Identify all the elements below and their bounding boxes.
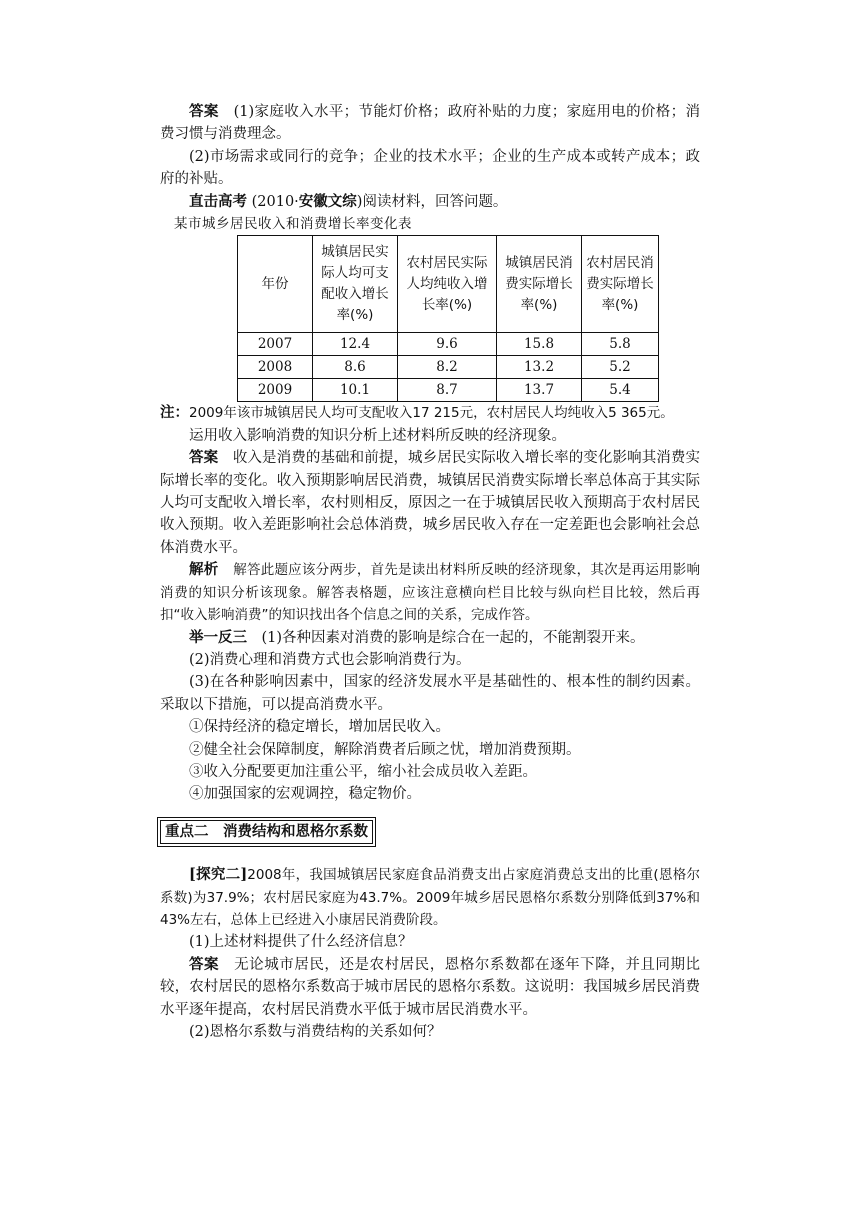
explore-text: 2008年，我国城镇居民家庭食品消费支出占家庭消费总支出的比重(恩格尔系数)为37.9%；农村居民家庭为43.7%。2009年城乡居民恩格尔系数分别降低到37%和43%左右，总体上已经进入小康居民消费阶段。	[160, 867, 700, 928]
table-cell: 2009	[238, 379, 313, 402]
table-cell: 13.7	[497, 379, 582, 402]
table-row	[238, 379, 659, 402]
extend-paragraph-2: (2)消费心理和消费方式也会影响消费行为。	[189, 651, 471, 668]
list-item: ②健全社会保障制度，解除消费者后顾之忧，增加消费预期。	[189, 741, 581, 758]
table-note	[160, 402, 700, 424]
header-urban-income: 城镇居民实际人均可支配收入增长率(%)	[313, 236, 398, 333]
extend-text: (1)各种因素对消费的影响是综合在一起的，不能割裂开来。	[261, 629, 645, 646]
header-rural-income: 农村居民实际人均纯收入增长率(%)	[398, 236, 497, 333]
answer-1-paragraph-1	[160, 101, 700, 146]
note-text: 2009年该市城镇居民人均可支配收入17 215元，农村居民人均纯收入5 365元。	[189, 405, 674, 422]
analysis-label: 解析	[189, 561, 219, 579]
section-2-title: 重点二 消费结构和恩格尔系数	[160, 820, 373, 844]
table-cell: 10.1	[313, 379, 398, 402]
explore-label: [探究二]	[189, 866, 248, 884]
table-header-row	[238, 236, 659, 333]
table-cell: 8.2	[398, 356, 497, 379]
table-cell: 5.2	[582, 356, 659, 379]
table-cell: 12.4	[313, 333, 398, 356]
answer-label: 答案	[189, 103, 219, 120]
extend-paragraph-1	[160, 627, 700, 649]
table-row	[238, 356, 659, 379]
gaokao-source: (2010·	[251, 193, 299, 210]
explore-paragraph	[160, 864, 700, 931]
answer-text: (1)家庭收入水平；节能灯价格；政府补贴的力度；家庭用电的价格；消费习惯与消费理念。	[160, 104, 701, 143]
table-caption: 某市城乡居民收入和消费增长率变化表	[174, 216, 412, 233]
gaokao-source-end: )阅读材料，回答问题。	[356, 193, 508, 210]
gaokao-line	[160, 191, 700, 213]
section-heading	[160, 806, 700, 864]
table-cell: 5.4	[582, 379, 659, 402]
data-table	[237, 235, 659, 402]
table-cell: 13.2	[497, 356, 582, 379]
table-cell: 15.8	[497, 333, 582, 356]
answer-text: 无论城市居民，还是农村居民，恩格尔系数都在逐年下降，并且同期比较，农村居民的恩格尔系数高于城市居民的恩格尔系数。这说明：我国城乡居民消费水平逐年提高，农村居民消费水平低于城市居民消费水平。	[160, 956, 701, 1018]
analysis-text: 解答此题应该分两步，首先是读出材料所反映的经济现象，其次是再运用影响消费的知识分析该现象。解答表格题，应该注意横向栏目比较与纵向栏目比较，然后再扣“收入影响消费”的知识找出各个信息之间的关系，完成作答。	[160, 562, 701, 624]
answer-2-paragraph	[160, 447, 700, 559]
note-label: 注：	[160, 404, 189, 422]
answer-1-paragraph-2: (2)市场需求或同行的竞争；企业的技术水平；企业的生产成本或转产成本；政府的补贴。	[160, 148, 700, 188]
table-cell: 8.6	[313, 356, 398, 379]
table-cell: 2007	[238, 333, 313, 356]
header-rural-consumption: 农村居民消费实际增长率(%)	[582, 236, 659, 333]
explore-question-1: (1)上述材料提供了什么经济信息？	[189, 934, 413, 951]
answer-text: 收入是消费的基础和前提，城乡居民实际收入增长率的变化影响其消费实际增长率的变化。收入预期影响居民消费，城镇居民消费实际增长率总体高于其实际人均可支配收入增长率，农村则相反，原因之一在于城镇居民收入预期高于农村居民收入预期。收入差距影响社会总体消费，城乡居民收入存在一定差距也会影响社会总体消费水平。	[160, 450, 701, 556]
extend-label: 举一反三	[189, 628, 247, 646]
list-item: ①保持经济的稳定增长，增加居民收入。	[189, 719, 450, 736]
table-cell: 2008	[238, 356, 313, 379]
explore-question-2: (2)恩格尔系数与消费结构的关系如何？	[189, 1024, 442, 1040]
gaokao-source-bold: 安徽文综	[298, 192, 357, 210]
table-cell: 5.8	[582, 333, 659, 356]
answer-label: 答案	[189, 449, 219, 467]
explore-answer	[160, 954, 700, 1021]
extend-paragraph-3: (3)在各种影响因素中，国家的经济发展水平是基础性的、根本性的制约因素。采取以下措施，可以提高消费水平。	[160, 674, 700, 713]
table-row	[238, 333, 659, 356]
analysis-paragraph	[160, 559, 700, 626]
question-text: 运用收入影响消费的知识分析上述材料所反映的经济现象。	[189, 427, 566, 444]
document-page	[160, 101, 700, 1043]
header-year: 年份	[238, 236, 313, 333]
table-cell: 8.7	[398, 379, 497, 402]
answer-label: 答案	[189, 955, 220, 973]
gaokao-label: 直击高考	[189, 192, 247, 210]
list-item: ④加强国家的宏观调控，稳定物价。	[189, 786, 421, 803]
list-item: ③收入分配要更加注重公平，缩小社会成员收入差距。	[189, 763, 537, 780]
table-cell: 9.6	[398, 333, 497, 356]
header-urban-consumption: 城镇居民消费实际增长率(%)	[497, 236, 582, 333]
